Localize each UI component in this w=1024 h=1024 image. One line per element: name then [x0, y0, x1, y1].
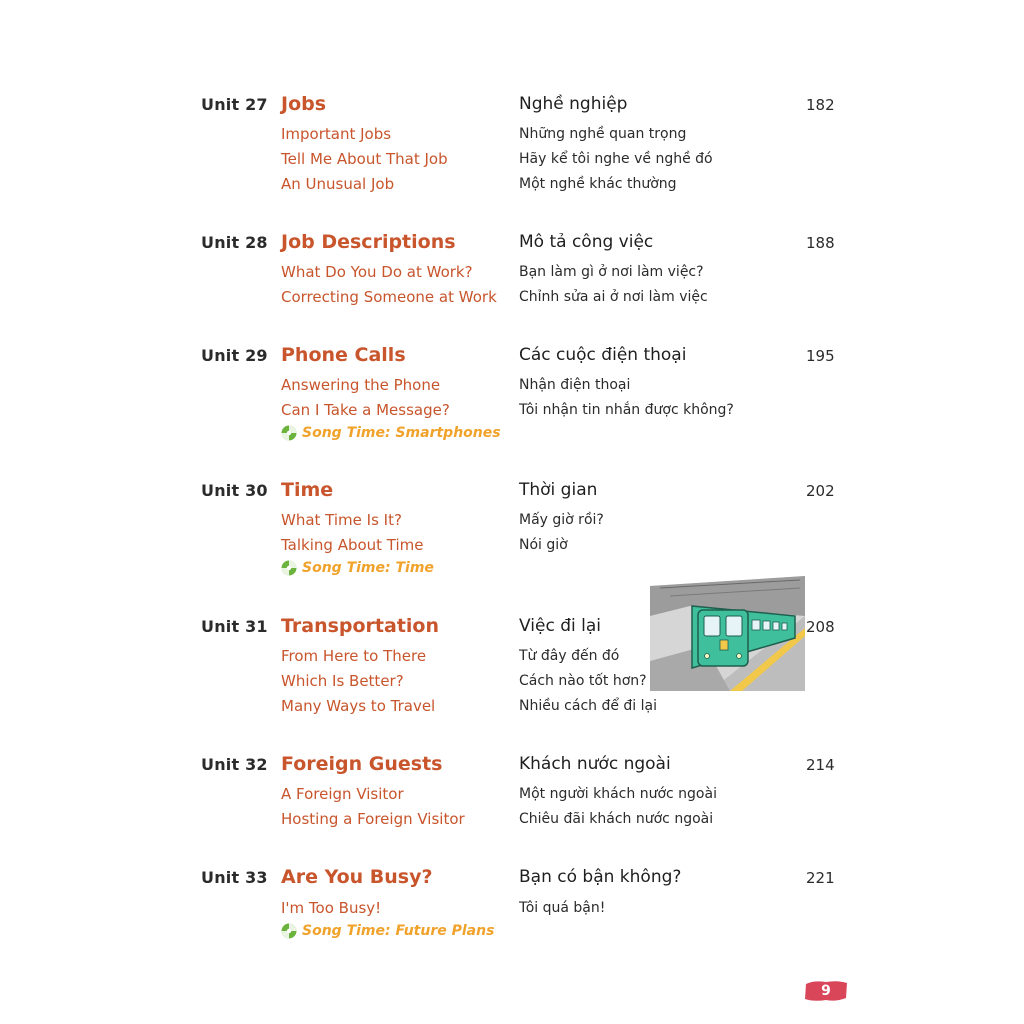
lesson-title[interactable]: Hosting a Foreign Visitor — [281, 810, 465, 828]
lesson-vi-title: Những nghề quan trọng — [519, 126, 687, 142]
lesson-title[interactable]: Important Jobs — [281, 125, 392, 143]
song-title: Song Time: Future Plans — [302, 923, 495, 939]
lesson-vi-title: Từ đây đến đó — [519, 648, 620, 664]
lesson-title[interactable]: From Here to There — [281, 647, 427, 665]
lesson-vi-title: Bạn làm gì ở nơi làm việc? — [519, 264, 704, 280]
lesson-title[interactable]: Correcting Someone at Work — [281, 288, 497, 306]
page-number: 9 — [821, 983, 831, 999]
lesson-vi-title: Nhận điện thoại — [519, 377, 631, 393]
lesson-vi-title: Chiêu đãi khách nước ngoài — [519, 811, 714, 827]
unit-vi-title: Việc đi lại — [519, 616, 601, 636]
unit-vi-title: Nghề nghiệp — [519, 94, 628, 114]
lesson-vi-title: Một người khách nước ngoài — [519, 786, 717, 802]
lesson-title[interactable]: I'm Too Busy! — [281, 899, 382, 917]
cd-disc-icon — [281, 425, 297, 441]
unit-label: Unit 32 — [201, 755, 268, 774]
lesson-title[interactable]: Answering the Phone — [281, 376, 441, 394]
unit-vi-title: Khách nước ngoài — [519, 754, 671, 774]
unit-page-number[interactable]: 182 — [806, 96, 835, 114]
page-number-badge — [804, 980, 848, 1002]
song-time-link[interactable] — [281, 560, 434, 576]
unit-title[interactable]: Job Descriptions — [281, 231, 456, 253]
unit-page-number[interactable]: 221 — [806, 869, 835, 887]
song-title: Song Time: Smartphones — [302, 425, 501, 441]
unit-label: Unit 31 — [201, 617, 268, 636]
unit-vi-title: Bạn có bận không? — [519, 867, 682, 887]
lesson-vi-title: Nói giờ — [519, 537, 568, 553]
lesson-title[interactable]: Many Ways to Travel — [281, 697, 436, 715]
cd-disc-icon — [281, 923, 297, 939]
song-time-link[interactable] — [281, 425, 501, 441]
song-time-link[interactable] — [281, 923, 494, 939]
unit-title[interactable]: Time — [281, 479, 334, 501]
unit-page-number[interactable]: 195 — [806, 347, 835, 365]
lesson-title[interactable]: A Foreign Visitor — [281, 785, 404, 803]
lesson-title[interactable]: Talking About Time — [281, 536, 424, 554]
lesson-vi-title: Tôi quá bận! — [519, 900, 606, 916]
unit-label: Unit 33 — [201, 868, 268, 887]
unit-label: Unit 27 — [201, 95, 268, 114]
unit-title[interactable]: Are You Busy? — [281, 866, 433, 888]
lesson-vi-title: Hãy kể tôi nghe về nghề đó — [519, 151, 713, 167]
lesson-title[interactable]: What Do You Do at Work? — [281, 263, 473, 281]
unit-page-number[interactable]: 208 — [806, 618, 835, 636]
subway-train-illustration — [650, 576, 805, 691]
lesson-title[interactable]: What Time Is It? — [281, 511, 402, 529]
unit-title[interactable]: Phone Calls — [281, 344, 406, 366]
unit-label: Unit 30 — [201, 481, 268, 500]
lesson-vi-title: Cách nào tốt hơn? — [519, 673, 647, 689]
lesson-vi-title: Mấy giờ rồi? — [519, 512, 604, 528]
cd-disc-icon — [281, 560, 297, 576]
lesson-title[interactable]: An Unusual Job — [281, 175, 395, 193]
unit-title[interactable]: Foreign Guests — [281, 753, 443, 775]
song-title: Song Time: Time — [302, 560, 434, 576]
lesson-title[interactable]: Which Is Better? — [281, 672, 404, 690]
unit-page-number[interactable]: 214 — [806, 756, 835, 774]
lesson-vi-title: Chỉnh sửa ai ở nơi làm việc — [519, 289, 708, 305]
unit-label: Unit 29 — [201, 346, 268, 365]
unit-title[interactable]: Jobs — [281, 93, 327, 115]
unit-title[interactable]: Transportation — [281, 615, 440, 637]
lesson-title[interactable]: Can I Take a Message? — [281, 401, 450, 419]
lesson-title[interactable]: Tell Me About That Job — [281, 150, 448, 168]
lesson-vi-title: Một nghề khác thường — [519, 176, 677, 192]
unit-label: Unit 28 — [201, 233, 268, 252]
lesson-vi-title: Tôi nhận tin nhắn được không? — [519, 402, 734, 418]
unit-page-number[interactable]: 188 — [806, 234, 835, 252]
unit-vi-title: Thời gian — [519, 480, 598, 500]
unit-page-number[interactable]: 202 — [806, 482, 835, 500]
lesson-vi-title: Nhiều cách để đi lại — [519, 698, 658, 714]
unit-vi-title: Các cuộc điện thoại — [519, 345, 687, 365]
unit-vi-title: Mô tả công việc — [519, 232, 654, 252]
